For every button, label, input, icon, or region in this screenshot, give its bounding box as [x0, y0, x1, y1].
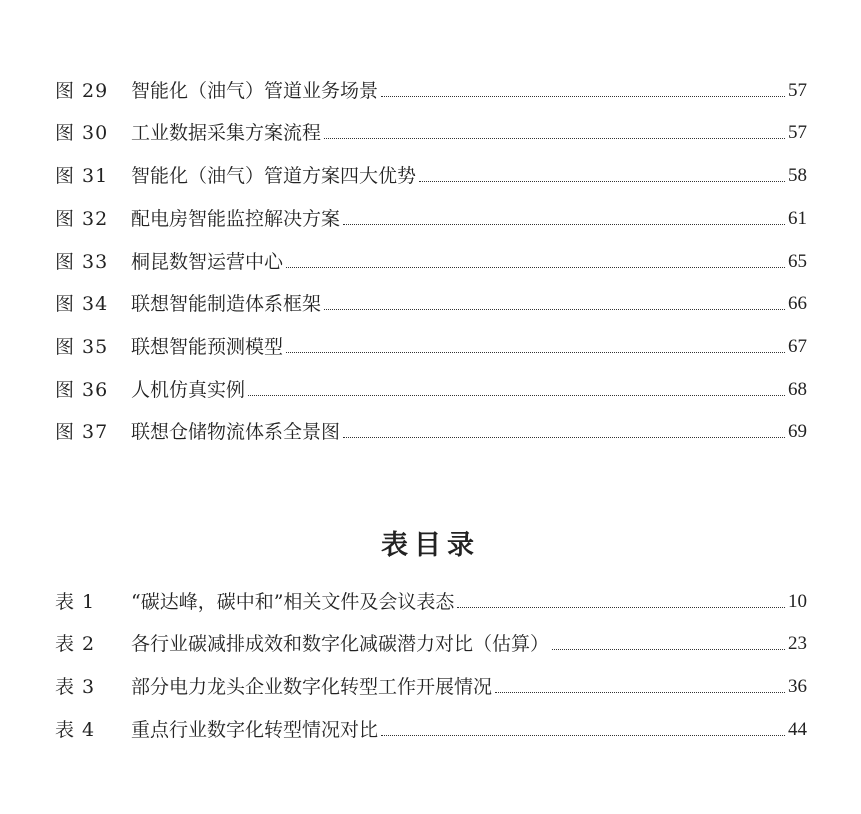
table-number: 表 4	[55, 719, 96, 741]
figure-entry[interactable]	[55, 72, 807, 102]
figure-number: 图 34	[55, 293, 109, 315]
table-number: 表 1	[55, 591, 96, 613]
figure-title: 智能化（油气）管道业务场景	[131, 80, 379, 102]
page-number: 23	[788, 633, 807, 654]
figure-number: 图 35	[55, 336, 109, 358]
figure-entry[interactable]	[55, 285, 807, 315]
page-number: 66	[788, 293, 807, 314]
figure-entry[interactable]	[55, 413, 807, 443]
figure-number: 图 29	[55, 80, 109, 102]
table-entry[interactable]	[55, 668, 807, 698]
dot-leader	[343, 437, 785, 438]
page-number: 58	[788, 165, 807, 186]
figure-number: 图 33	[55, 251, 109, 273]
figure-title: 配电房智能监控解决方案	[131, 208, 341, 230]
dot-leader	[419, 181, 785, 182]
figure-title: 联想仓储物流体系全景图	[131, 421, 341, 443]
figure-entry[interactable]	[55, 243, 807, 273]
figure-title: 人机仿真实例	[131, 379, 246, 401]
table-entry[interactable]	[55, 711, 807, 741]
dot-leader	[495, 692, 785, 693]
dot-leader	[286, 267, 785, 268]
dot-leader	[552, 649, 785, 650]
page-number: 44	[788, 719, 807, 740]
figure-title: 工业数据采集方案流程	[131, 122, 322, 144]
dot-leader	[381, 735, 785, 736]
dot-leader	[324, 309, 785, 310]
table-entry[interactable]	[55, 625, 807, 655]
figure-number: 图 36	[55, 379, 109, 401]
figure-number: 图 32	[55, 208, 109, 230]
dot-leader	[381, 96, 785, 97]
table-title: 各行业碳减排成效和数字化减碳潜力对比（估算）	[131, 633, 550, 655]
table-title: 重点行业数字化转型情况对比	[131, 719, 379, 741]
figure-title: 桐昆数智运营中心	[131, 251, 284, 273]
dot-leader	[286, 352, 785, 353]
page-number: 10	[788, 591, 807, 612]
dot-leader	[324, 138, 785, 139]
page-number: 68	[788, 379, 807, 400]
figure-title: 联想智能预测模型	[131, 336, 284, 358]
page-number: 61	[788, 208, 807, 229]
figure-entry[interactable]	[55, 328, 807, 358]
tables-heading: 表目录	[381, 530, 480, 561]
figure-entry[interactable]	[55, 200, 807, 230]
figure-number: 图 30	[55, 122, 109, 144]
table-entry[interactable]	[55, 583, 807, 613]
table-title: “碳达峰，碳中和”相关文件及会议表态	[131, 591, 455, 613]
dot-leader	[248, 395, 785, 396]
page-number: 36	[788, 676, 807, 697]
table-number: 表 3	[55, 676, 96, 698]
table-number: 表 2	[55, 633, 96, 655]
figure-number: 图 31	[55, 165, 109, 187]
figure-entry[interactable]	[55, 157, 807, 187]
figure-entry[interactable]	[55, 114, 807, 144]
page-number: 57	[788, 122, 807, 143]
page-number: 65	[788, 251, 807, 272]
dot-leader	[343, 224, 785, 225]
dot-leader	[457, 607, 785, 608]
figure-title: 联想智能制造体系框架	[131, 293, 322, 315]
figure-entry[interactable]	[55, 371, 807, 401]
figure-number: 图 37	[55, 421, 109, 443]
page-number: 67	[788, 336, 807, 357]
table-title: 部分电力龙头企业数字化转型工作开展情况	[131, 676, 493, 698]
page-number: 69	[788, 421, 807, 442]
page-number: 57	[788, 80, 807, 101]
figure-title: 智能化（油气）管道方案四大优势	[131, 165, 417, 187]
